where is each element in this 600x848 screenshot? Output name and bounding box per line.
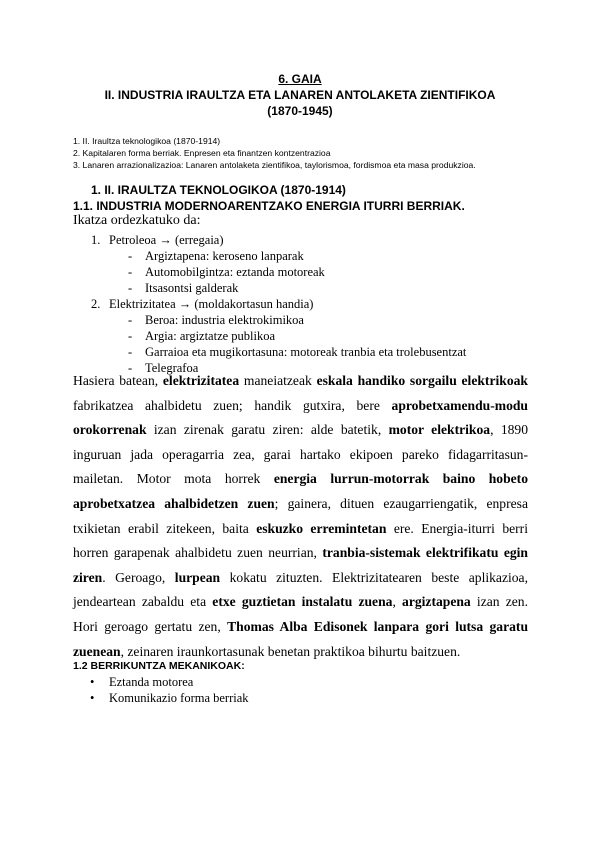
text-run-bold: eskuzko erremintetan (256, 520, 387, 536)
text-run: maneiatzeak (239, 373, 317, 388)
dash-marker: - (128, 313, 133, 327)
document-title: II. INDUSTRIA IRAULTZA ETA LANAREN ANTOLAKETA ZIENTIFIKOA (104, 88, 496, 102)
text-run-bold: eskala handiko sorgailu elektrikoak (316, 373, 528, 388)
dash-marker: - (128, 281, 133, 295)
text-run: Hasiera batean, (73, 373, 163, 388)
bullet-marker: • (90, 691, 95, 705)
list-subitem: Itsasontsi galderak (145, 281, 239, 295)
text-run: ere. Energia-iturri berri horren garapenak ahalbidetu zuen neurrian, (73, 520, 528, 561)
lead-text: Ikatza ordezkatuko da: (73, 213, 201, 228)
dash-marker: - (128, 329, 133, 343)
text-run: , zeinaren iraunkortasunak benetan praktikoa bihurtu baitzuen. (120, 643, 461, 659)
text-run-bold: aprobetxamendu-modu orokorrenak (73, 397, 528, 438)
subsection-heading-2: 1.2 BERRIKUNTZA MEKANIKOAK: (73, 660, 245, 672)
text-run: , (392, 594, 403, 610)
dash-marker: - (128, 345, 133, 359)
list-subitem: Garraioa eta mugikortasuna: motoreak tranbia eta trolebusentzat (145, 345, 467, 359)
list-subitem: Telegrafoa (145, 361, 199, 375)
toc-item: 2. Kapitalaren forma berriak. Enpresen eta finantzen kontzentrazioa (73, 148, 331, 158)
text-run-bold: argiztapena (402, 594, 471, 610)
toc-item: 1. II. Iraultza teknologikoa (1870-1914) (73, 136, 221, 146)
body-paragraph (73, 369, 528, 664)
text-run: kokatu zituzten. Elektrizitatearen beste aplikazioa, jendeartean zabaldu eta (73, 569, 528, 610)
document-years: (1870-1945) (267, 104, 333, 118)
list-subitem: Beroa: industria elektrokimikoa (145, 313, 304, 327)
dash-marker: - (128, 265, 133, 279)
text-run: , 1890 inguruan jada operagarria zea, garai hartako ekipoen pareko fidagarritasun-mailetan. Motor mota horrek (73, 422, 529, 487)
section-heading: 1. II. IRAULTZA TEKNOLOGIKOA (1870-1914) (91, 183, 346, 197)
text-run: . Geroago, (102, 569, 175, 585)
toc-item: 3. Lanaren arrazionalizazioa: Lanaren antolaketa zientifikoa, taylorismoa, fordismoa eta masa produkzioa. (73, 160, 476, 170)
list-item: Eztanda motorea (109, 675, 194, 689)
list-item-label: Elektrizitatea → (moldakortasun handia) (109, 297, 314, 311)
table-of-contents (73, 135, 476, 171)
text-run: fabrikatzea ahalbidetu zuen; handik gutxira, bere (73, 397, 392, 413)
list-number: 1. (91, 233, 101, 247)
subsection-heading: 1.1. INDUSTRIA MODERNOARENTZAKO ENERGIA ITURRI BERRIAK. (73, 199, 465, 213)
list-number: 2. (91, 297, 101, 311)
text-run-bold: energia lurrun-motorrak baino hobeto aprobetxatzea ahalbidetzen zuen (73, 471, 528, 511)
text-run: izan zirenak garatu ziren: alde batetik, (146, 422, 389, 438)
list-item-label: Petroleoa → (erregaia) (109, 233, 224, 247)
text-run-bold: Thomas Alba Edisonek lanpara gori lutsa garatu zuenean (73, 618, 528, 659)
text-run-bold: tranbia-sistemak elektrifikatu egin ziren (73, 545, 528, 585)
list-subitem: Argia: argiztatze publikoa (145, 329, 276, 343)
text-run-bold: lurpean (174, 569, 221, 585)
list-subitem: Argiztapena: keroseno lanparak (145, 249, 304, 263)
text-run-bold: etxe guztietan instalatu zuena (212, 594, 393, 610)
dash-marker: - (128, 249, 133, 263)
bullet-marker: • (90, 675, 95, 689)
text-run: izan zen. Hori geroago gertatu zen, (73, 594, 528, 634)
list-subitem: Automobilgintza: eztanda motoreak (145, 265, 325, 279)
text-run-bold: motor elektrikoa (388, 422, 491, 438)
list-item: Komunikazio forma berriak (109, 691, 249, 705)
chapter-title: 6. GAIA (278, 72, 322, 86)
dash-marker: - (128, 361, 133, 375)
text-run: ; gainera, dituen ezaugarriengatik, enpresa txikietan erabil zitekeen, baita (73, 495, 528, 536)
text-run-bold: elektrizitatea (162, 373, 240, 388)
